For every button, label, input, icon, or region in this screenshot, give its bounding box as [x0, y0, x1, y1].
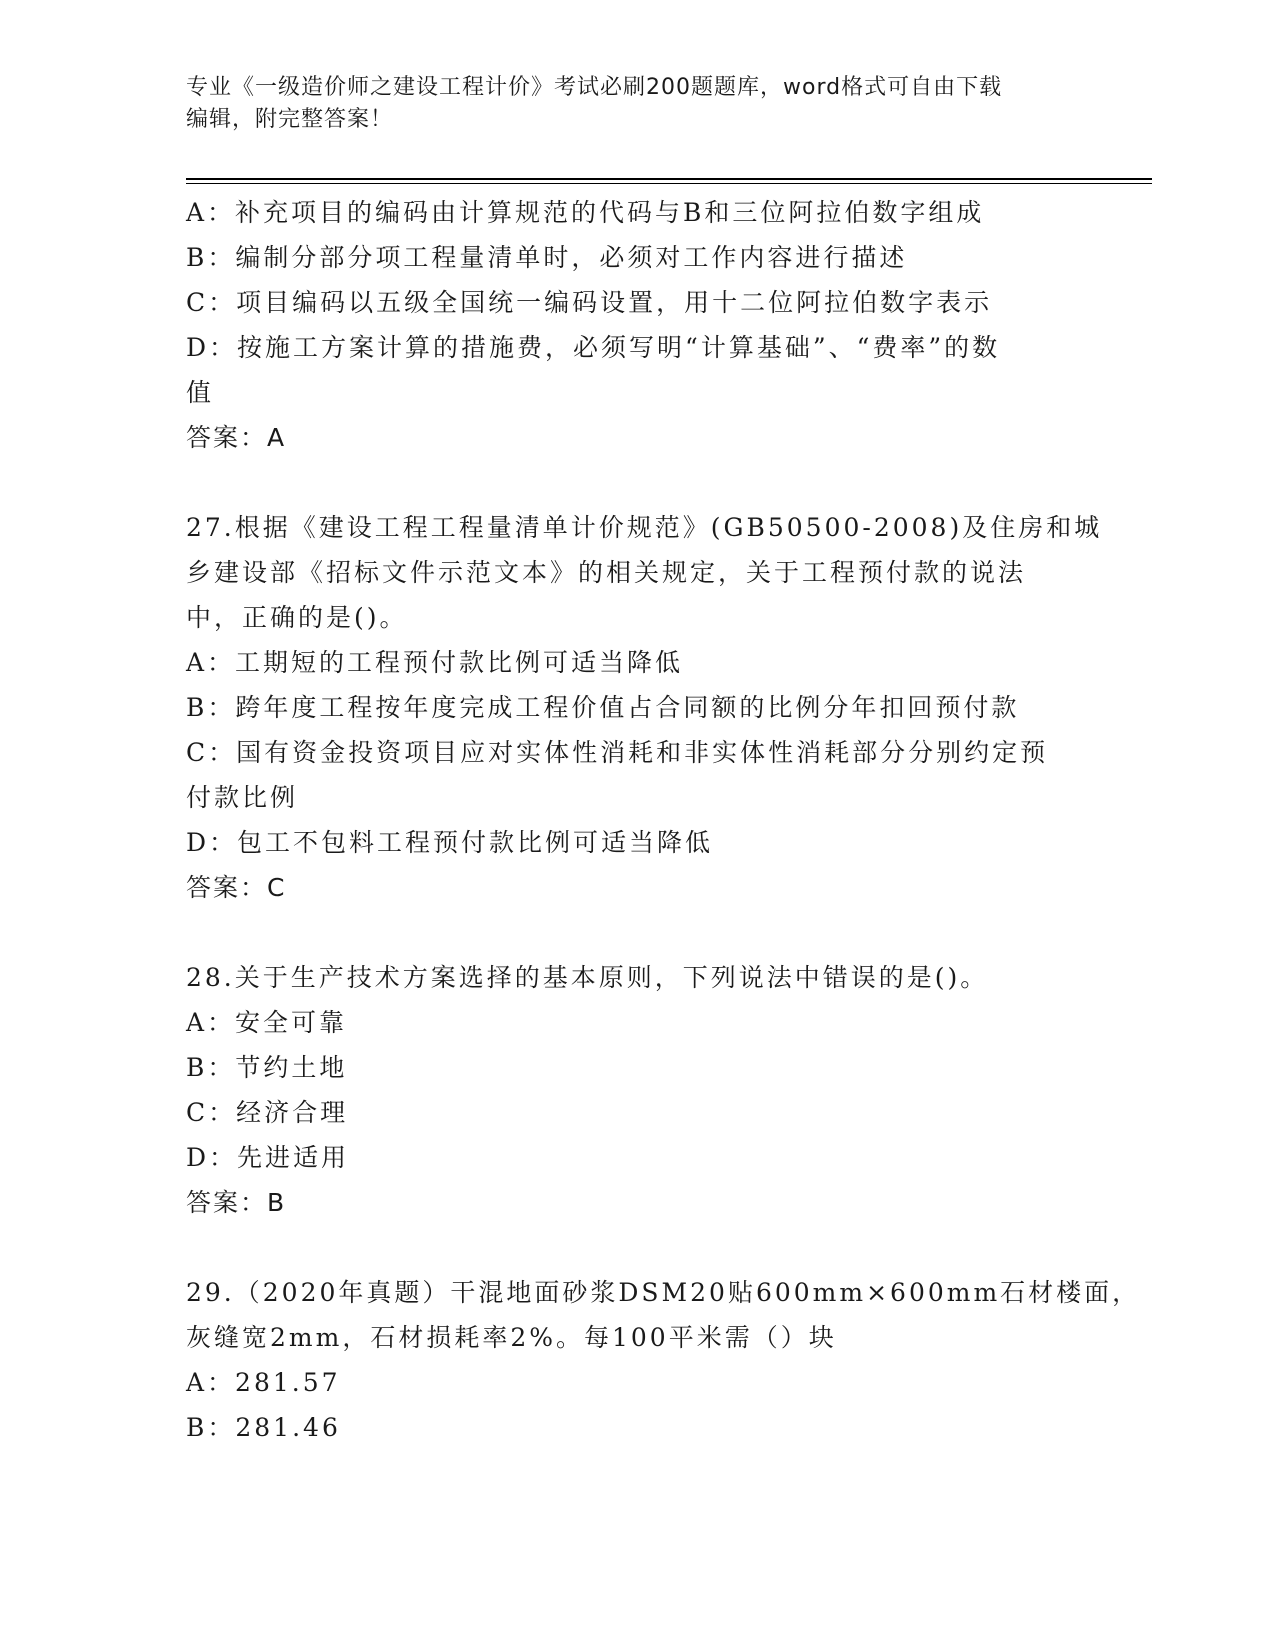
q28-option-d: D：先进适用 — [186, 1143, 350, 1172]
header-title-line-2: 编辑，附完整答案！ — [186, 107, 394, 132]
q29-stem-line-2: 灰缝宽2mm，石材损耗率2%。每100平米需（）块 — [186, 1323, 837, 1352]
q27-option-c-line-1: C：国有资金投资项目应对实体性消耗和非实体性消耗部分分别约定预 — [186, 738, 1049, 767]
q29-stem-line-1: 29.（2020年真题）干混地面砂浆DSM20贴600mm×600mm石材楼面， — [186, 1278, 1141, 1307]
q29-option-a: A：281.57 — [186, 1368, 341, 1397]
question-26 — [186, 190, 1066, 460]
q28-option-a: A：安全可靠 — [186, 1008, 348, 1037]
q26-answer: 答案：A — [186, 423, 287, 452]
q27-stem-line-1: 27.根据《建设工程工程量清单计价规范》(GB50500-2008)及住房和城 — [186, 513, 1103, 542]
q27-option-d: D：包工不包料工程预付款比例可适当降低 — [186, 828, 714, 857]
q27-stem-line-3: 中，正确的是()。 — [186, 603, 408, 632]
q29-option-b: B：281.46 — [186, 1413, 341, 1442]
q28-option-b: B：节约土地 — [186, 1053, 348, 1082]
q26-option-c: C：项目编码以五级全国统一编码设置，用十二位阿拉伯数字表示 — [186, 288, 993, 317]
q27-option-c-line-2: 付款比例 — [186, 783, 299, 812]
document-header — [186, 72, 1066, 136]
header-title-line-1: 专业《一级造价师之建设工程计价》考试必刷200题题库，word格式可自由下载 — [186, 75, 1003, 100]
q26-option-d-line-2: 值 — [186, 378, 215, 407]
q27-answer: 答案：C — [186, 873, 287, 902]
spacer — [186, 460, 1066, 505]
q26-option-a: A：补充项目的编码由计算规范的代码与B和三位阿拉伯数字组成 — [186, 198, 985, 227]
q27-option-b: B：跨年度工程按年度完成工程价值占合同额的比例分年扣回预付款 — [186, 693, 1020, 722]
q27-stem-line-2: 乡建设部《招标文件示范文本》的相关规定，关于工程预付款的说法 — [186, 558, 1027, 587]
q28-answer: 答案：B — [186, 1188, 287, 1217]
q28-stem: 28.关于生产技术方案选择的基本原则，下列说法中错误的是()。 — [186, 963, 989, 992]
question-28 — [186, 955, 1066, 1225]
header-rule-thin — [186, 183, 1152, 184]
q27-option-a: A：工期短的工程预付款比例可适当降低 — [186, 648, 684, 677]
question-29 — [186, 1270, 1141, 1450]
spacer — [186, 910, 1066, 955]
question-27 — [186, 505, 1103, 910]
header-rule-thick — [186, 178, 1152, 180]
spacer — [186, 1225, 1066, 1270]
question-list — [186, 190, 1141, 1450]
q26-option-d-line-1: D：按施工方案计算的措施费，必须写明“计算基础”、“费率”的数 — [186, 333, 1001, 362]
q28-option-c: C：经济合理 — [186, 1098, 349, 1127]
q26-option-b: B：编制分部分项工程量清单时，必须对工作内容进行描述 — [186, 243, 908, 272]
